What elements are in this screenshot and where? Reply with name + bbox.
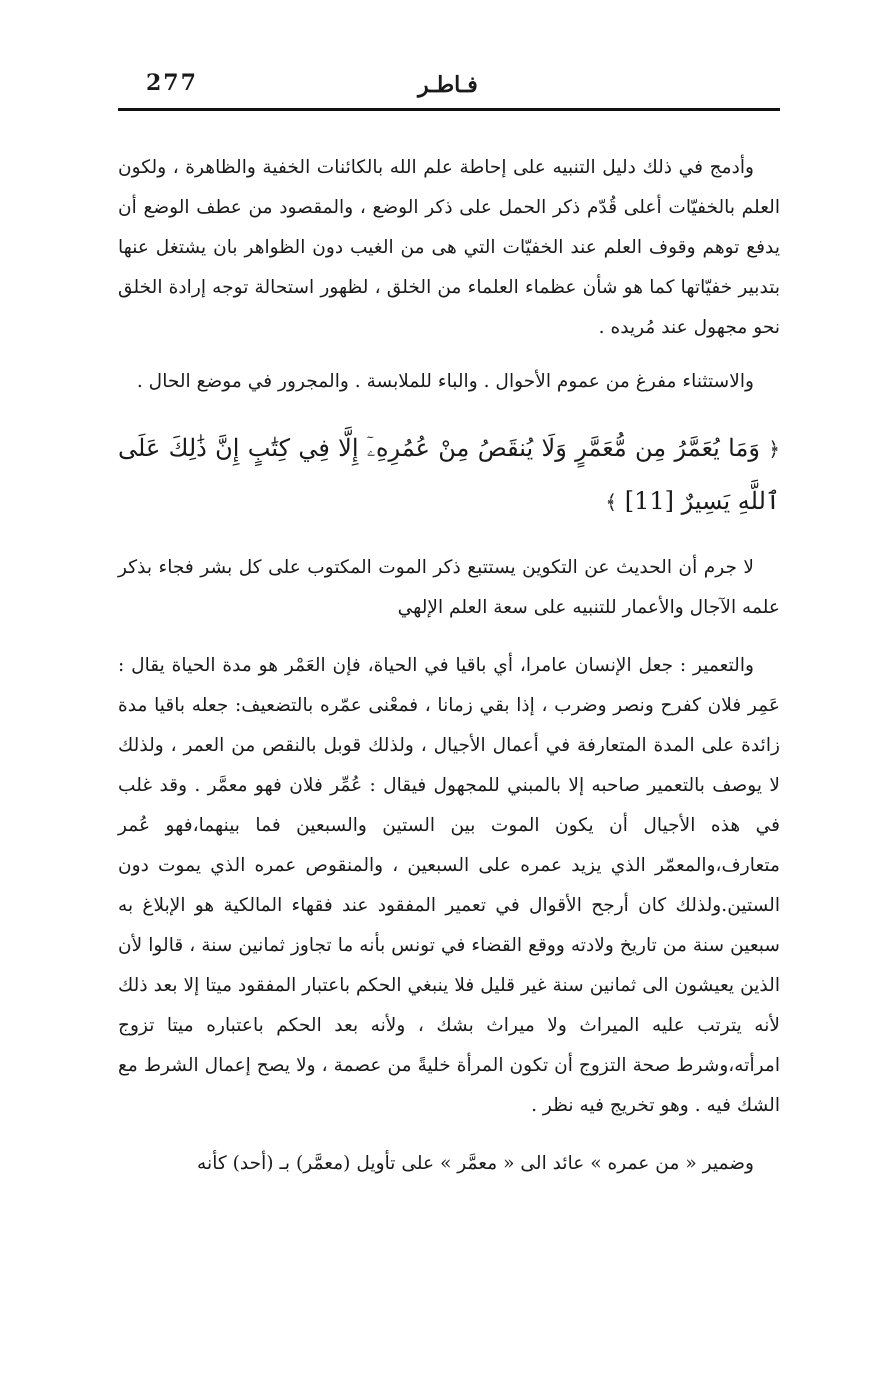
verse-text: وَمَا يُعَمَّرُ مِن مُّعَمَّرٍ وَلَا يُنقَصُ مِنْ عُمُرِهِۦٓ إِلَّا فِي كِتَٰبٍ إِنَّ ذَٰلِكَ عَلَى ٱللَّهِ يَسِيرٌ [11] [118, 434, 780, 515]
paragraph-2: والاستثناء مفرغ من عموم الأحوال . والباء للملابسة . والمجرور في موضع الحال . [136, 371, 754, 392]
verse-open-bracket: ﴿ [768, 437, 780, 461]
paragraph-3: لا جرم أن الحديث عن التكوين يستتبع ذكر الموت المكتوب على كل بشر فجاء بذكر علمه الآجال والأعمار للتنبيه على سعة العلم الإلهي [118, 557, 780, 618]
page-header [118, 70, 778, 110]
paragraph-4: والتعمير : جعل الإنسان عامرا، أي باقيا في الحياة، فإن العَمْر هو مدة الحياة يقال : عَمِر فلان كفرح ونصر وضرب ، إذا بقي زمانا ، فمعْنى عمّره بالتضعيف: جعله باقيا مدة زائدة على المدة المتعارفة في أعمال الأجيال ، ولذلك قوبل بالنقص من العمر ، ولذلك لا يوصف بالتعمير صاحبه إلا بالمبني للمجهول فيقال : عُمِّر فلان فهو معمَّر . وقد غلب في هذه الأجيال أن يكون الموت بين الستين والسبعين فما بينهما،فهو عُمر متعارف،والمعمّر الذي يزيد عمره على السبعين ، والمنقوص عمره الذي يموت دون الستين.ولذلك كان أرجح الأقوال في تعمير المفقود عند فقهاء المالكية هو الإبلاغ به سبعين سنة من تاريخ ولادته ووقع القضاء في تونس بأنه ما تجاوز ثمانين سنة ، قالوا لأن الذين يعيشون الى ثمانين سنة غير قليل فلا ينبغي الحكم باعتبار المفقود ميتا إلا بعد ذلك لأنه يترتب عليه الميراث ولا ميراث بشك ، ولأنه بعد الحكم باعتباره ميتا تزوج امرأته،وشرط صحة التزوج أن تكون المرأة خليةً من عصمة ، ولا يصح إعمال الشرط مع الشك فيه . وهو تخريج فيه نظر . [118, 655, 780, 1116]
page-number: 277 [146, 70, 198, 96]
header-rule [118, 108, 780, 111]
paragraph-1: وأدمج في ذلك دليل التنبيه على إحاطة علم الله بالكائنات الخفية والظاهرة ، ولكون العلم بالخفيّات أعلى قُدّم ذكر الحمل على ذكر الوضع ، والمقصود من عطف الوضع أن يدفع توهم وقوف العلم عند الخفيّات التي هى من الغيب دون الظواهر بان يشتغل عنها بتدبير خفيّاتها كما هو شأن عظماء العلماء من الخلق ، لظهور استحالة توجه إرادة الخلق نحو مجهول عند مُريده . [118, 157, 780, 338]
verse-close-bracket: ﴾ [605, 490, 618, 514]
paragraph-5: وضمير « من عمره » عائد الى « معمَّر » على تأويل (معمَّر) بـ (أحد) كأنه [197, 1153, 754, 1174]
running-title: فـاطـر [418, 72, 478, 98]
page-body [118, 148, 780, 1198]
quran-verse [118, 422, 780, 528]
